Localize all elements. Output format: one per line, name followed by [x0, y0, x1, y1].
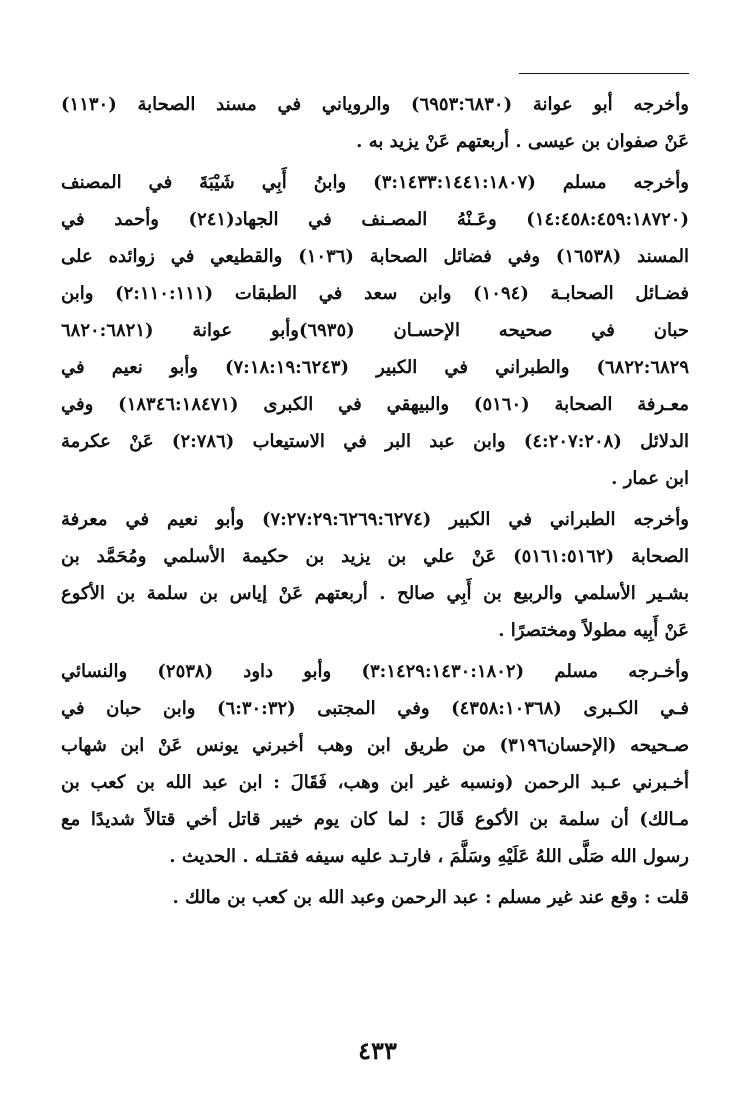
text-line: فـي الكـبرى (٤٣٥٨:١٠٣٦٨) وفي المجتبى (٦:٣٠:٣٢) وابن حبان في — [61, 698, 689, 719]
text-line: وأخـرجه مسلم (٣:١٤٢٩:١٤٣٠:١٨٠٢) وأبو داود (٢٥٣٨) والنسائي — [61, 661, 689, 682]
text-line: (١٤:٤٥٨:٤٥٩:١٨٧٢٠) وعَـنْهُ المصـنف في الجهاد(٢٤١) وأحمد في — [61, 209, 689, 230]
text-line: مـالك) أن سلمة بن الأكوع قَالَ : لما كان يوم خيبر قاتل أخي قتالاً شديدًا مع — [61, 809, 689, 830]
text-line: وأخرجه مسلم (٣:١٤٣٣:١٤٤١:١٨٠٧) وابنُ أَبِي شَيْبَةَ في المصنف — [61, 172, 689, 193]
footnote-separator-rule — [519, 73, 689, 74]
text-line: المسند (١٦٥٣٨) وفي فضائل الصحابة (١٠٣٦) والقطيعي في زوائده على — [61, 246, 689, 267]
text-line: الدلائل (٤:٢٠٧:٢٠٨) وابن عبد البر في الاستيعاب (٢:٧٨٦) عَنْ عكرمة — [61, 431, 689, 452]
text-line: عَنْ صفوان بن عيسى . أربعتهم عَنْ يزيد به . — [356, 131, 689, 152]
footnote-text-block — [61, 86, 689, 916]
text-line: قلت : وقع عند غير مسلم : عبد الرحمن وعبد الله بن كعب بن مالك . — [172, 887, 689, 908]
text-line: ابن عمار . — [611, 468, 689, 489]
text-line: وأخرجه الطبراني في الكبير (٧:٢٧:٢٩:٦٢٦٩:٦٢٧٤) وأبو نعيم في معرفة — [61, 509, 689, 530]
text-line: وأخرجه أبو عوانة (٦٩٥٣:٦٨٣٠) والروياني في مسند الصحابة (١١٣٠) — [61, 94, 689, 115]
text-line: معـرفة الصحابة (٥١٦٠) والبيهقي في الكبرى (١٨٣٤٦:١٨٤٧١) وفي — [61, 394, 689, 415]
text-line: عَنْ أَبِيه مطولاً ومختصرًا . — [498, 620, 689, 641]
text-line: أخـبرني عـبد الرحمن (ونسبه غير ابن وهب، فَقَالَ : ابن عبد الله بن كعب بن — [61, 772, 689, 793]
text-line: بشـير الأسلمي والربيع بن أَبِي صالح . أربعتهم عَنْ إياس بن سلمة بن الأكوع — [61, 583, 689, 604]
text-line: فضـائل الصحابـة (١٠٩٤) وابن سعد في الطبقات (٢:١١٠:١١١) وابن — [61, 283, 689, 304]
text-line: ٦٨٢٢:٦٨٢٩) والطبراني في الكبير (٧:١٨:١٩:٦٢٤٣) وأبو نعيم في — [61, 357, 689, 378]
page-number: ٤٣٣ — [358, 1036, 397, 1065]
text-line: صـحيحه (الإحسان٣١٩٦) من طريق ابن وهب أخبرني يونس عَنْ ابن شهاب — [61, 735, 689, 756]
text-line: رسول الله صَلَّى اللهُ عَلَيْهِ وسَلَّمَ ، فارتـد عليه سيفه فقتـله . الحديث . — [169, 846, 689, 867]
text-line: حبان في صحيحه الإحسـان (٦٩٣٥)وأبو عوانة (٦٨٢٠:٦٨٢١ — [61, 320, 689, 341]
text-line: الصحابة (٥١٦١:٥١٦٢) عَنْ علي بن يزيد بن حكيمة الأسلمي ومُحَمَّد بن — [61, 546, 689, 567]
